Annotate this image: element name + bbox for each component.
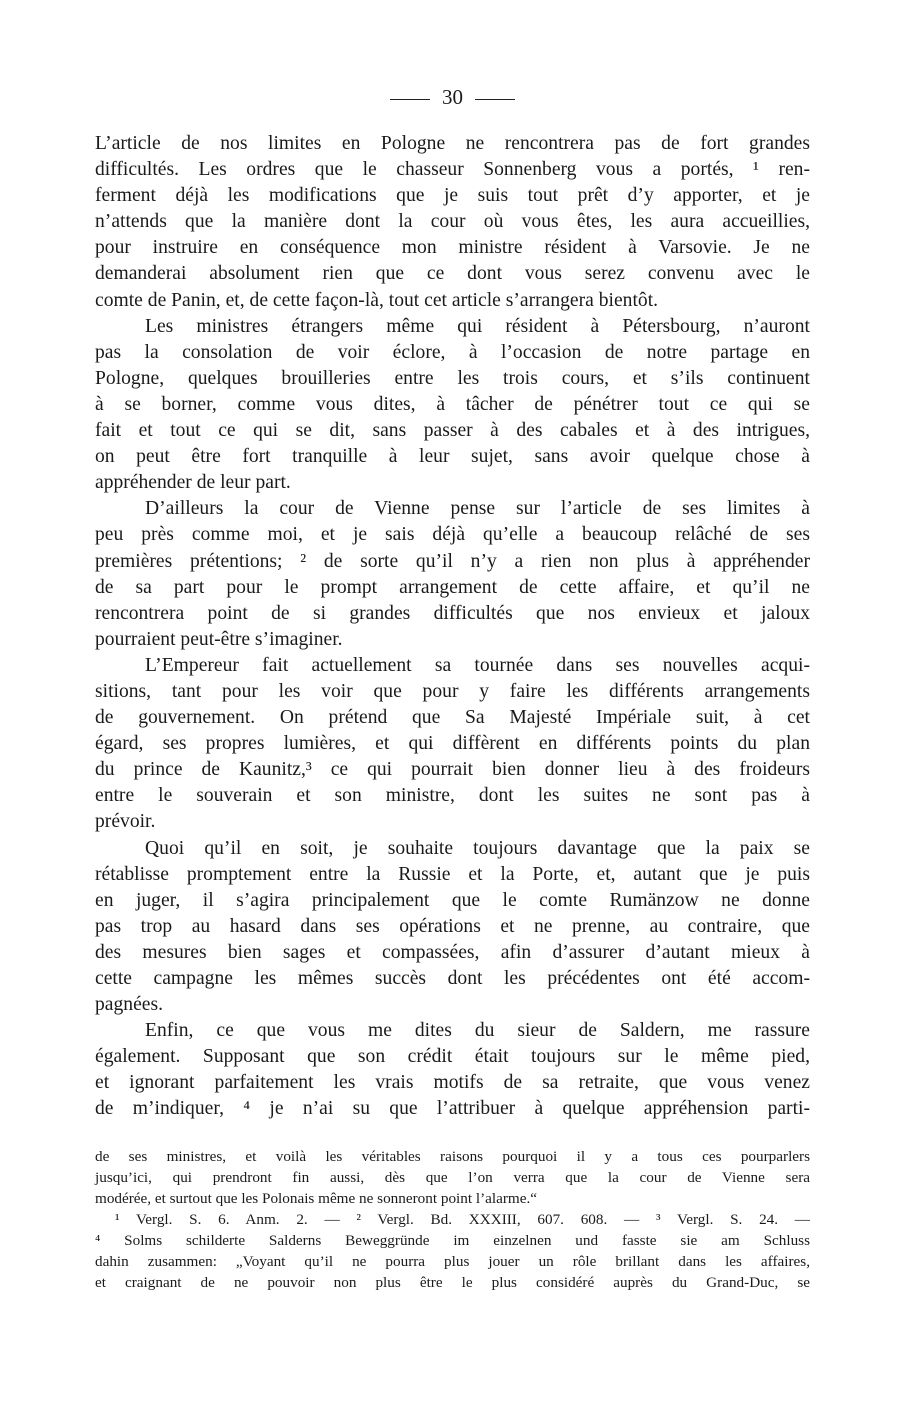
text-line: appréhender de leur part.: [95, 472, 291, 494]
text-line: à se borner, comme vous dites, à tâcher de pénétrer tout ce qui se: [95, 393, 810, 415]
text-line: peu près comme moi, et je sais déjà qu’elle a beaucoup relâché de ses: [95, 524, 810, 546]
text-line: pour instruire en conséquence mon ministre résident à Varsovie. Je ne: [95, 237, 810, 259]
main-text: [95, 131, 810, 1123]
text-line: pagnées.: [95, 994, 164, 1016]
footnote-line: modérée, et surtout que les Polonais même ne sonneront point l’alarme.“: [95, 1190, 538, 1207]
text-line: égard, ses propres lumières, et qui diffèrent en différents points du plan: [95, 733, 810, 755]
text-line: fait et tout ce qui se dit, sans passer à des cabales et à des intrigues,: [95, 420, 810, 442]
text-line: sitions, tant pour les voir que pour y faire les différents arrangements: [95, 680, 810, 702]
text-line: comte de Panin, et, de cette façon-là, tout cet article s’arrangera bientôt.: [95, 289, 659, 311]
text-line: pas trop au hasard dans ses opérations et ne prenne, au contraire, que: [95, 915, 810, 937]
text-line: de m’indiquer, ⁴ je n’ai su que l’attribuer à quelque appréhension parti-: [95, 1098, 810, 1120]
text-line: Pologne, quelques brouilleries entre les trois cours, et s’ils continuent: [95, 367, 810, 389]
footnote-line: dahin zusammen: „Voyant qu’il ne pourra plus jouer un rôle brillant dans les affaires,: [95, 1253, 810, 1270]
text-line: L’Empereur fait actuellement sa tournée dans ses nouvelles acqui-: [145, 654, 810, 676]
page-header: [95, 84, 810, 110]
footnote-line: ¹ Vergl. S. 6. Anm. 2. — ² Vergl. Bd. XXXIII, 607. 608. — ³ Vergl. S. 24. —: [115, 1211, 810, 1228]
text-line: de sa part pour le prompt arrangement de cette affaire, et qu’il ne: [95, 576, 810, 598]
text-line: cette campagne les mêmes succès dont les précédentes ont été accom-: [95, 968, 810, 989]
text-line: rétablisse promptement entre la Russie et la Porte, et, autant que je puis: [95, 863, 810, 885]
text-line: entre le souverain et son ministre, dont les suites ne sont pas à: [95, 785, 810, 807]
footnote-line: jusqu’ici, qui prendront fin aussi, dès que l’on verra que la cour de Vienne sera: [95, 1169, 810, 1186]
header-dash-left: [390, 99, 430, 100]
text-line: Les ministres étrangers même qui résident à Pétersbourg, n’auront: [145, 315, 810, 337]
text-line: n’attends que la manière dont la cour où vous êtes, les aura accueillies,: [95, 211, 810, 233]
text-line: rencontrera point de si grandes difficultés que nos envieux et jaloux: [95, 602, 810, 624]
text-line: en juger, il s’agira principalement que le comte Rumänzow ne donne: [95, 889, 810, 911]
text-line: pas la consolation de voir éclore, à l’occasion de notre partage en: [95, 341, 810, 363]
text-line: difficultés. Les ordres que le chasseur Sonnenberg vous a portés, ¹ ren-: [95, 159, 810, 181]
text-line: Quoi qu’il en soit, je souhaite toujours davantage que la paix se: [145, 837, 810, 859]
text-line: des mesures bien sages et compassées, afin d’assurer d’autant mieux à: [95, 941, 810, 963]
footnotes: [95, 1146, 810, 1293]
footnote-line: de ses ministres, et voilà les véritables raisons pourquoi il y a tous ces pourparlers: [95, 1148, 810, 1165]
text-line: premières prétentions; ² de sorte qu’il n’y a rien non plus à appréhender: [95, 550, 810, 572]
footnote-line: et craignant de ne pouvoir non plus être le plus considéré auprès du Grand-Duc, se: [95, 1274, 810, 1291]
text-line: D’ailleurs la cour de Vienne pense sur l’article de ses limites à: [145, 498, 810, 520]
header-dash-right: [475, 99, 515, 100]
text-line: de gouvernement. On prétend que Sa Majesté Impériale suit, à cet: [95, 707, 810, 729]
text-line: on peut être fort tranquille à leur sujet, sans avoir quelque chose à: [95, 446, 810, 468]
text-line: et ignorant parfaitement les vrais motifs de sa retraite, que vous venez: [95, 1072, 810, 1094]
text-line: ferment déjà les modifications que je suis tout prêt d’y apporter, et je: [95, 185, 810, 207]
text-line: également. Supposant que son crédit était toujours sur le même pied,: [95, 1046, 810, 1068]
text-line: demanderai absolument rien que ce dont vous serez convenu avec le: [95, 263, 810, 285]
text-line: pourraient peut-être s’imaginer.: [95, 628, 343, 650]
text-line: du prince de Kaunitz,³ ce qui pourrait bien donner lieu à des froideurs: [95, 759, 810, 781]
text-line: prévoir.: [95, 811, 156, 833]
page-number: 30: [442, 85, 463, 109]
text-line: Enfin, ce que vous me dites du sieur de Saldern, me rassure: [145, 1020, 810, 1042]
text-line: L’article de nos limites en Pologne ne rencontrera pas de fort grandes: [95, 133, 810, 154]
footnote-line: ⁴ Solms schilderte Salderns Beweggründe im einzelnen und fasste sie am Schluss: [95, 1232, 810, 1249]
